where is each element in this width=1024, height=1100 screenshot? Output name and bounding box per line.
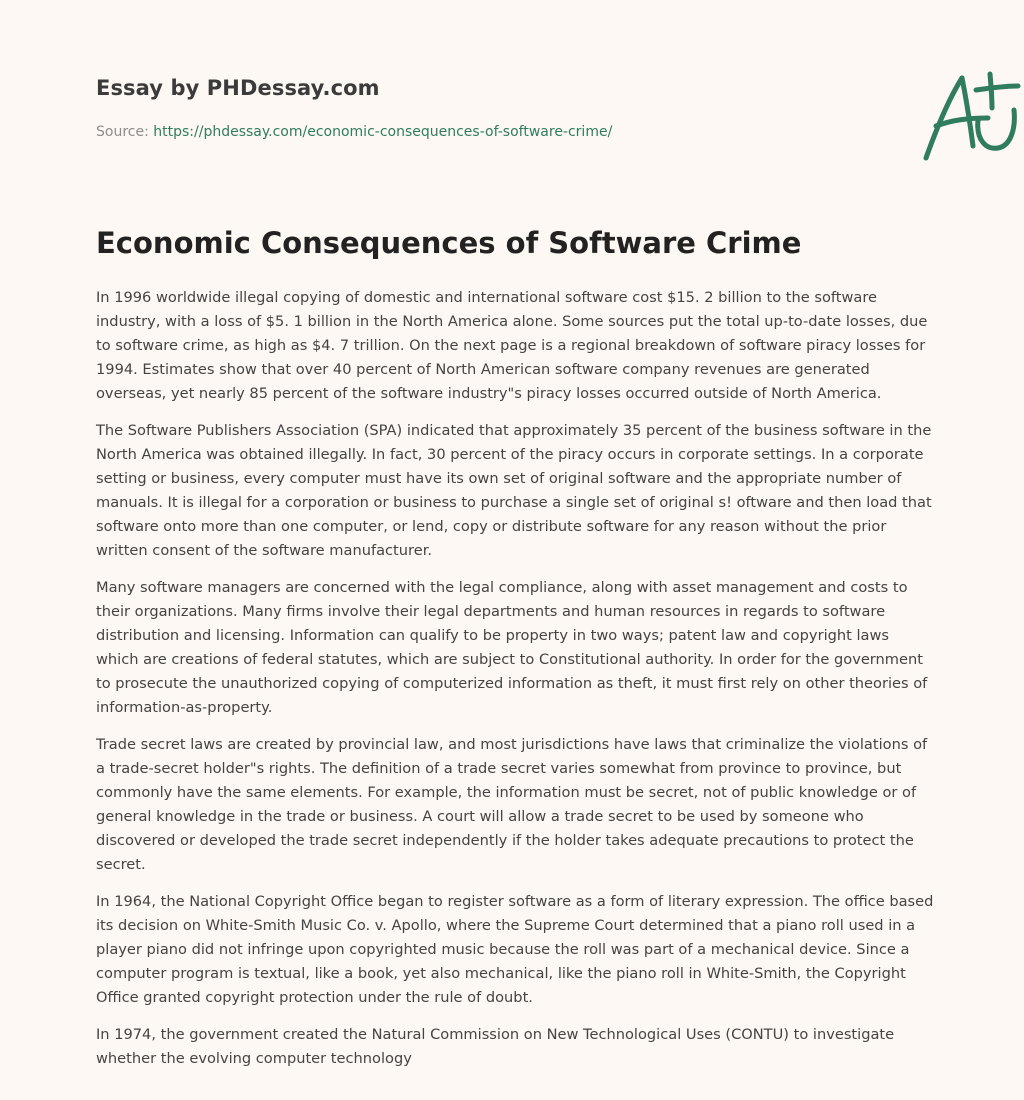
source-line <box>96 124 612 140</box>
essay-paragraph: Trade secret laws are created by provincial law, and most jurisdictions have laws that criminalize the violations of a trade-secret holder"s rights. The definition of a trade secret varies somewhat from province to province, but commonly have the same elements. For example, the information must be secret, not of public knowledge or of general knowledge in the trade or business. A court will allow a trade secret to be used by someone who discovered or developed the trade secret independently if the holder takes adequate precautions to protect the secret. <box>96 736 928 873</box>
essay-body <box>96 286 934 1084</box>
essay-paragraph: Many software managers are concerned with the legal compliance, along with asset management and costs to their organizations. Many firms involve their legal departments and human resources in regards to software distribution and licensing. Information can qualify to be property in two ways; patent law and copyright laws which are creations of federal statutes, which are subject to Constitutional authority. In order for the government to prosecute the unauthorized copying of computerized information as theft, it must first rely on other theories of information-as-property. <box>96 579 928 716</box>
a-plus-logo <box>918 68 1024 168</box>
essay-title: Economic Consequences of Software Crime <box>96 226 802 260</box>
essay-paragraph: In 1964, the National Copyright Office began to register software as a form of literary expression. The office based its decision on White-Smith Music Co. v. Apollo, where the Supreme Court determined that a piano roll used in a player piano did not infringe upon copyrighted music because the roll was part of a mechanical device. Since a computer program is textual, like a book, yet also mechanical, like the piano roll in White-Smith, the Copyright Office granted copyright protection under the rule of doubt. <box>96 893 934 1006</box>
essay-paragraph: In 1974, the government created the Natural Commission on New Technological Uses (CONTU) to investigate whether the evolving computer technology <box>96 1026 895 1067</box>
site-title: Essay by PHDessay.com <box>96 76 380 100</box>
essay-paragraph: The Software Publishers Association (SPA) indicated that approximately 35 percent of the business software in the North America was obtained illegally. In fact, 30 percent of the piracy occurs in corporate settings. In a corporate setting or business, every computer must have its own set of original software and the appropriate number of manuals. It is illegal for a corporation or business to purchase a single set of original s! oftware and then load that software onto more than one computer, or lend, copy or distribute software for any reason without the prior written consent of the software manufacturer. <box>96 422 932 559</box>
source-link[interactable]: https://phdessay.com/economic-consequences-of-software-crime/ <box>153 124 613 140</box>
essay-paragraph: In 1996 worldwide illegal copying of domestic and international software cost $15. 2 billion to the software industry, with a loss of $5. 1 billion in the North America alone. Some sources put the total up-to-date losses, due to software crime, as high as $4. 7 trillion. On the next page is a regional breakdown of software piracy losses for 1994. Estimates show that over 40 percent of North American software company revenues are generated overseas, yet nearly 85 percent of the software industry"s piracy losses occurred outside of North America. <box>96 289 928 402</box>
source-label: Source: <box>96 124 154 140</box>
